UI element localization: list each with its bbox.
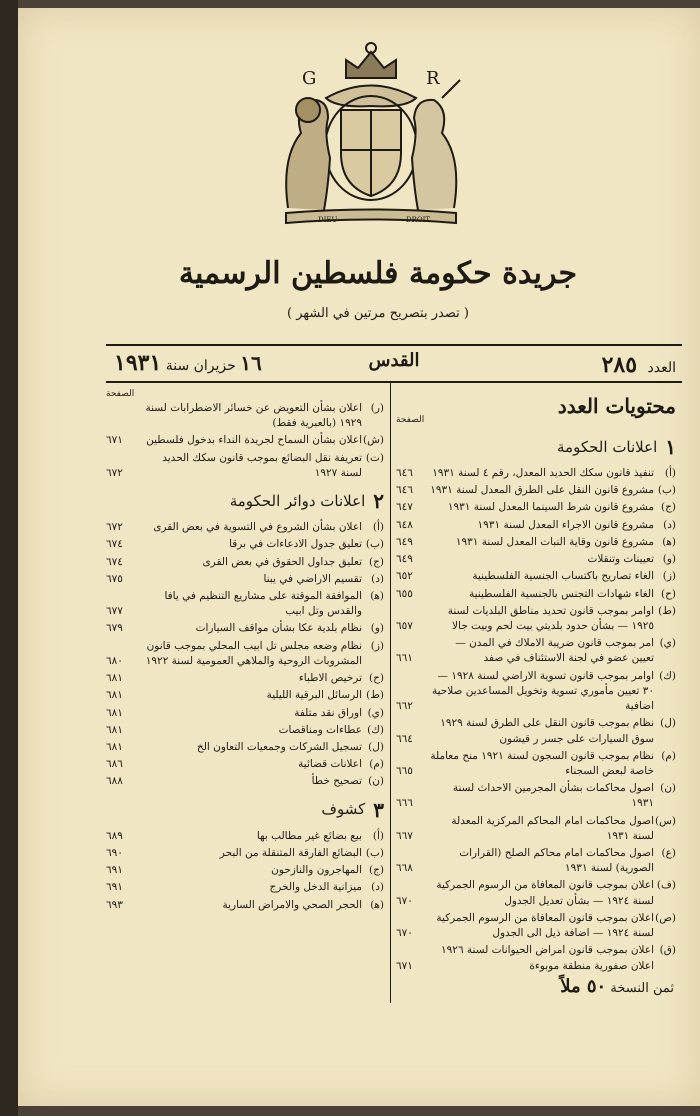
- item-letter: (و): [662, 553, 676, 566]
- contents-item: [106, 572, 384, 587]
- masthead-bottom-rule: [106, 381, 682, 383]
- item-page: ٦٨١: [106, 723, 123, 736]
- item-letter: (د): [371, 881, 384, 894]
- contents-item: [396, 943, 676, 973]
- section-title: اعلانات دوائر الحكومة: [229, 491, 366, 510]
- item-text: اصول محاكمات امام محاكم الصلح (القرارات الصورية) لسنة ١٩٣١: [459, 847, 654, 875]
- contents-item: [396, 569, 676, 584]
- item-letter: (ب): [657, 484, 676, 497]
- item-letter: (ب): [365, 538, 384, 551]
- masthead-top-rule: [106, 344, 682, 346]
- item-page: ٦٤٨: [396, 518, 413, 531]
- place-name: القدس: [368, 350, 420, 371]
- contents-item: [396, 604, 676, 634]
- item-text: الغاء تصاريح باكتساب الجنسية الفلسطينية: [472, 570, 654, 583]
- item-text: نظام بموجب قانون النقل على الطرق لسنة ١٩٢٩ سوق السيارات على جسر ر قيشون: [440, 717, 654, 745]
- item-text: البضائع الفارقة المتنقلة من البحر: [219, 846, 362, 859]
- item-letter: (د): [663, 518, 676, 531]
- page-column-label: الصفحة: [396, 414, 425, 425]
- item-letter: (ش): [362, 434, 384, 447]
- item-page: ٦٧٧: [106, 605, 123, 618]
- contents-item: [106, 433, 384, 448]
- item-page: ٦٦١: [396, 652, 413, 665]
- item-letter: (أ): [372, 521, 384, 534]
- masthead: [106, 348, 682, 380]
- contents-item: [396, 814, 676, 844]
- item-page: ٦٧٠: [396, 894, 413, 907]
- item-text: اعلان بموجب قانون امراض الحيوانات لسنة ١٩٢٦ اعلان صفورية منطقة موبوءة: [441, 944, 654, 972]
- issue-label: العدد: [647, 360, 676, 376]
- item-page: ٦٩٣: [106, 898, 123, 911]
- item-letter: (ي): [367, 706, 384, 719]
- item-page: ٦٨٩: [106, 829, 123, 842]
- item-text: اعلان بموجب قانون المعافاة من الرسوم الجمركية لسنة ١٩٢٤ — بشأن تعديل الجدول: [436, 879, 654, 907]
- item-letter: (ح): [369, 672, 384, 685]
- contents-heading: محتويات العدد: [557, 394, 676, 418]
- contents-item: [396, 846, 676, 876]
- item-letter: (أ): [664, 467, 676, 479]
- item-letter: (ط): [658, 604, 676, 617]
- gazette-page: [18, 8, 700, 1106]
- item-text: اعلان بموجب قانون المعافاة من الرسوم الجمركية لسنة ١٩٢٤ — اضافة ذيل الى الجدول: [436, 911, 654, 940]
- section-heading: [106, 796, 384, 825]
- contents-item: [396, 518, 676, 533]
- item-page: ٦٦٥: [396, 764, 413, 777]
- item-page: ٦٤٧: [396, 501, 413, 514]
- contents-item: [106, 863, 384, 878]
- item-page: ٦٧١: [106, 434, 123, 447]
- item-text: اوامر بموجب قانون تحديد مناطق البلديات لسنة ١٩٢٥ — بشأن حدود بلديتي بيت لحم وبيت جالا: [447, 604, 654, 632]
- contents-item: [106, 706, 384, 721]
- contents-item: [396, 466, 676, 481]
- item-page: ٦٦٨: [396, 862, 413, 875]
- item-text: امر بموجب قانون ضريبة الاملاك في المدن — تعيين عضو في لجنة الاستئناف في صفد: [455, 637, 654, 665]
- issue-date: [114, 350, 262, 376]
- section-number: ٢: [373, 489, 384, 514]
- item-page: ٦٧٠: [396, 927, 413, 940]
- issue-value: ٢٨٥: [601, 352, 638, 378]
- item-text: تعيينات وتنقلات: [587, 553, 654, 566]
- item-letter: (ط): [366, 689, 384, 702]
- item-page: ٦٧٥: [106, 572, 123, 585]
- item-text: اوراق نقد متلفة: [294, 706, 362, 719]
- item-page: ٦٨١: [106, 689, 123, 702]
- item-letter: (ج): [369, 864, 384, 877]
- item-page: ٦٩١: [106, 864, 123, 877]
- item-text: اصول محاكمات امام المحاكم المركزية المعدلة لسنة ١٩٣١: [451, 814, 654, 842]
- contents-item: [396, 552, 676, 567]
- item-text: الغاء شهادات التجنس بالجنسية الفلسطينية: [468, 587, 654, 600]
- item-page: ٦٧١: [396, 959, 413, 972]
- contents-item: [396, 500, 676, 515]
- column-divider: [390, 383, 391, 1003]
- section-number: ١: [665, 435, 676, 459]
- item-text: تعليق جداول الحقوق في بعض القرى: [202, 555, 362, 568]
- item-page: ٦٤٩: [396, 553, 413, 566]
- item-page: ٦٥٢: [396, 570, 413, 583]
- item-page: ٦٨١: [106, 672, 123, 685]
- item-letter: (ق): [659, 944, 676, 957]
- contents-item: [106, 671, 384, 686]
- item-text: ترخيص الاطباء: [298, 672, 362, 685]
- item-text: تنفيذ قانون سكك الحديد المعدل، رقم ٤ لسنة ١٩٣١: [432, 467, 654, 479]
- item-text: بيع بضائع غير مطالب بها: [256, 829, 362, 842]
- item-page: ٦٨٠: [106, 654, 123, 667]
- gazette-subtitle: ( تصدر بتصريح مرتين في الشهر ): [287, 306, 469, 321]
- item-text: نظام وضعه مجلس تل ابيب المحلي بموجب قانون المشروبات الروحية والملاهي العمومية لسنة ١٩٢٢: [145, 639, 362, 667]
- item-page: ٦٦٤: [396, 732, 413, 745]
- contents-left-column: [106, 388, 384, 915]
- contents-item: [106, 537, 384, 552]
- item-page: ٦٨٨: [106, 775, 123, 788]
- item-page: ٦٦٦: [396, 797, 413, 810]
- section-heading: [396, 433, 676, 462]
- item-page: ٦٧٤: [106, 538, 123, 551]
- contents-right-column: [396, 388, 676, 976]
- item-page: ٦٧٢: [106, 466, 123, 479]
- item-page: ٦٧٩: [106, 622, 123, 635]
- item-text: تصحيح خطأ: [311, 775, 362, 788]
- contents-item: [396, 535, 676, 550]
- item-letter: (م): [661, 749, 676, 762]
- item-text: مشروع قانون وقاية النبات المعدل لسنة ١٩٣١: [455, 535, 654, 548]
- item-letter: (ر): [370, 402, 384, 415]
- left-sections: [106, 487, 384, 913]
- item-letter: (ك): [367, 723, 384, 736]
- item-page: ٦٦٢: [396, 700, 413, 713]
- item-letter: (ف): [656, 879, 676, 892]
- item-text: تعريفة نقل البضائع بموجب قانون سكك الحديد لسنة ١٩٢٧: [162, 451, 362, 479]
- price-label: ثمن النسخة: [610, 981, 674, 996]
- left-continued-items: [106, 401, 384, 481]
- item-text: اوامر بموجب قانون تسوية الاراضي لسنة ١٩٢٨ — ٣٠ تعيين مأموري تسوية وتخويل المساعدين صلاحية اضافية: [431, 669, 654, 713]
- section-number: ٣: [373, 797, 384, 822]
- item-page: ٦٥٥: [396, 587, 413, 600]
- contents-item: [396, 636, 676, 666]
- section-title: كشوف: [321, 800, 366, 819]
- contents-item: [106, 740, 384, 755]
- item-letter: (س): [654, 814, 676, 827]
- contents-item: [106, 589, 384, 619]
- crest-cipher-right: R: [426, 68, 440, 89]
- item-letter: (ع): [661, 847, 676, 860]
- contents-item: [106, 639, 384, 669]
- item-page: ٦٩١: [106, 881, 123, 894]
- item-letter: (د): [371, 572, 384, 585]
- date-month: حزيران سنة: [165, 358, 236, 374]
- item-letter: (ج): [661, 501, 676, 514]
- item-text: الحجر الصحي والامراض السارية: [222, 898, 362, 911]
- contents-item: [106, 621, 384, 636]
- item-letter: (ل): [660, 717, 676, 730]
- item-text: اعلان بشأن التعويض عن خسائر الاضطرابات لسنة ١٩٢٩ (بالعبرية فقط): [145, 402, 362, 430]
- item-text: مشروع قانون شرط السينما المعدل لسنة ١٩٣١: [447, 501, 654, 514]
- item-letter: (ح): [661, 587, 676, 600]
- item-letter: (ﻫ): [662, 535, 676, 548]
- item-page: ٦٤٦: [396, 484, 413, 497]
- item-letter: (أ): [372, 829, 384, 842]
- contents-item: [106, 688, 384, 703]
- contents-item: [396, 483, 676, 498]
- contents-item: [396, 587, 676, 602]
- contents-item: [106, 451, 384, 481]
- item-page: ٦٨١: [106, 706, 123, 719]
- item-page: ٦٩٠: [106, 846, 123, 859]
- item-letter: (ل): [368, 740, 384, 753]
- gazette-title: جريدة حكومة فلسطين الرسمية: [178, 256, 578, 291]
- book-spine: [0, 0, 18, 1116]
- contents-item: [106, 401, 384, 431]
- contents-item: [106, 520, 384, 535]
- item-letter: (ﻫ): [370, 590, 384, 603]
- contents-item: [106, 880, 384, 895]
- item-text: ميزانية الدخل والخرج: [269, 881, 362, 894]
- section-title: اعلانات الحكومة: [557, 437, 658, 456]
- item-page: ٦٥٧: [396, 619, 413, 632]
- item-text: اعلان بشأن السماح لجريدة النداء بدخول فلسطين: [146, 434, 362, 447]
- item-letter: (ز): [370, 639, 384, 652]
- contents-item: [396, 911, 676, 941]
- contents-item: [106, 829, 384, 844]
- contents-item: [106, 555, 384, 570]
- contents-item: [106, 757, 384, 772]
- copy-price: [438, 976, 674, 997]
- item-text: تسجيل الشركات وجمعيات التعاون الخ: [196, 740, 362, 753]
- date-year: ١٩٣١: [114, 350, 162, 376]
- date-day: ١٦: [240, 351, 262, 375]
- item-text: الموافقة الموقتة على مشاريع التنظيم في يافا والقدس وتل ابيب: [164, 590, 362, 618]
- item-text: اعلان بشأن الشروع في التسوية في بعض القرى: [153, 521, 362, 534]
- item-page: ٦٤٩: [396, 535, 413, 548]
- crest-cipher-left: G: [302, 68, 317, 89]
- item-letter: (ص): [655, 911, 676, 924]
- right-sections: [396, 433, 676, 974]
- item-letter: (ﻫ): [370, 898, 384, 911]
- contents-item: [106, 846, 384, 861]
- item-text: عطاءات ومناقصات: [278, 723, 362, 736]
- page-column-label-left: الصفحة: [106, 389, 135, 399]
- contents-item: [106, 898, 384, 913]
- contents-item: [106, 774, 384, 789]
- item-text: نظام بلدية عكا بشأن مواقف السيارات: [195, 622, 362, 635]
- crest-motto-left: DIEU: [318, 216, 338, 224]
- item-text: مشروع قانون النقل على الطرق المعدل لسنة ١٩٣١: [430, 484, 654, 497]
- item-letter: (م): [369, 758, 384, 771]
- item-letter: (ن): [660, 782, 676, 795]
- item-text: مشروع قانون الاجراء المعدل لسنة ١٩٣١: [477, 518, 654, 531]
- item-page: ٦٨١: [106, 740, 123, 753]
- item-page: ٦٧٢: [106, 521, 123, 534]
- item-text: اعلانات قضائية: [298, 758, 362, 771]
- item-text: الرسائل البرقية الليلية: [266, 689, 362, 702]
- item-letter: (ن): [368, 775, 384, 788]
- item-letter: (و): [370, 622, 384, 635]
- item-page: ٦٤٦: [396, 467, 413, 479]
- item-text: اصول محاكمات بشأن المجرمين الاحداث لسنة ١٩٣١: [452, 782, 654, 810]
- contents-item: [396, 781, 676, 811]
- crest-motto-right: DROIT: [406, 216, 431, 224]
- item-letter: (ب): [365, 846, 384, 859]
- item-page: ٦٧٤: [106, 555, 123, 568]
- price-value: ٥٠ ملاً: [560, 976, 607, 997]
- contents-item: [396, 878, 676, 908]
- contents-item: [396, 716, 676, 746]
- item-letter: (ي): [659, 637, 676, 650]
- item-letter: (ك): [659, 669, 676, 682]
- item-text: نظام بموجب قانون السجون لسنة ١٩٢١ منح معاملة خاصة لبعض السجناء: [430, 749, 654, 777]
- contents-item: [106, 723, 384, 738]
- royal-coat-of-arms-icon: [266, 38, 476, 233]
- item-page: ٦٨٦: [106, 758, 123, 771]
- item-text: المهاجرون والنازحون: [271, 864, 362, 877]
- contents-item: [396, 669, 676, 715]
- item-page: ٦٦٧: [396, 829, 413, 842]
- item-letter: (ز): [662, 570, 676, 583]
- item-letter: (ج): [369, 555, 384, 568]
- item-text: تعليق جدول الادعاءات في برقا: [229, 538, 362, 551]
- item-text: تقسيم الاراضي في يبنا: [263, 572, 362, 585]
- contents-item: [396, 749, 676, 779]
- item-letter: (ت): [365, 451, 384, 464]
- section-heading: [106, 487, 384, 516]
